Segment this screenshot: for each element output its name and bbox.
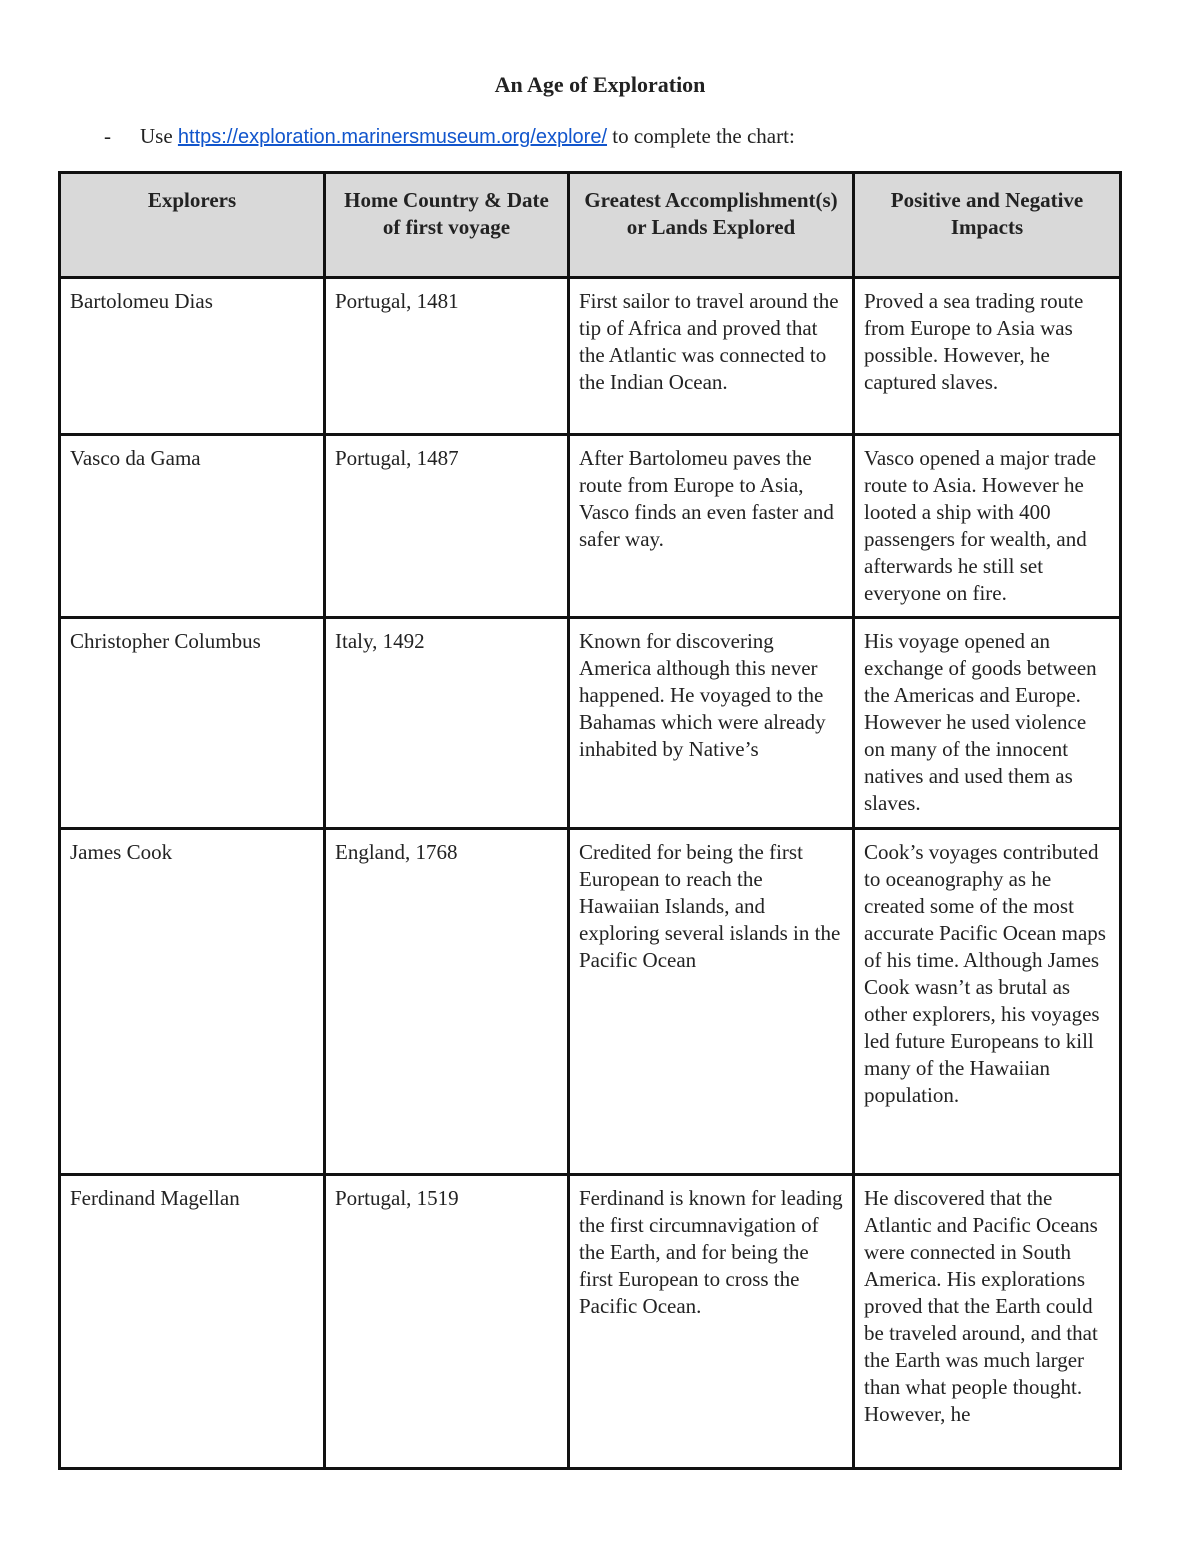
accomplishment-cell: First sailor to travel around the tip of Africa and proved that the Atlantic was connected to the Indian Ocean.: [569, 278, 854, 435]
explorer-cell: Bartolomeu Dias: [60, 278, 325, 435]
explorer-cell: Vasco da Gama: [60, 435, 325, 618]
impacts-cell: Proved a sea trading route from Europe to Asia was possible. However, he captured slaves.: [854, 278, 1121, 435]
impacts-cell: Vasco opened a major trade route to Asia. However he looted a ship with 400 passengers for wealth, and afterwards he still set everyone on fire.: [854, 435, 1121, 618]
header-explorers: Explorers: [60, 173, 325, 278]
explorer-cell: Ferdinand Magellan: [60, 1175, 325, 1469]
page-title: An Age of Exploration: [494, 72, 706, 97]
home-cell: Portugal, 1519: [325, 1175, 569, 1469]
home-cell: Portugal, 1487: [325, 435, 569, 618]
accomplishment-cell: Ferdinand is known for leading the first circumnavigation of the Earth, and for being the first European to cross the Pacific Ocean.: [569, 1175, 854, 1469]
home-cell: England, 1768: [325, 829, 569, 1175]
instruction-suffix: to complete the chart:: [612, 124, 795, 148]
table-row: [60, 278, 1121, 435]
accomplishment-cell: After Bartolomeu paves the route from Europe to Asia, Vasco finds an even faster and safer way.: [569, 435, 854, 618]
museum-link[interactable]: https://exploration.marinersmuseum.org/explore/: [177, 126, 608, 148]
impacts-cell: His voyage opened an exchange of goods between the Americas and Europe. However he used violence on many of the innocent natives and used them as slaves.: [854, 618, 1121, 829]
explorer-cell: James Cook: [60, 829, 325, 1175]
accomplishment-cell: Credited for being the first European to reach the Hawaiian Islands, and exploring several islands in the Pacific Ocean: [569, 829, 854, 1175]
impacts-cell: Cook’s voyages contributed to oceanography as he created some of the most accurate Pacific Ocean maps of his time. Although James Cook wasn’t as brutal as other explorers, his voyages led future Europeans to kill many of the Hawaiian population.: [854, 829, 1121, 1175]
exploration-chart: [58, 171, 1122, 1470]
accomplishment-cell: Known for discovering America although this never happened. He voyaged to the Bahamas which were already inhabited by Native’s: [569, 618, 854, 829]
table-row: [60, 618, 1121, 829]
instruction-line: [104, 124, 795, 149]
table-header-row: [60, 173, 1121, 278]
header-impacts: Positive and Negative Impacts: [854, 173, 1121, 278]
bullet-dash: -: [104, 124, 111, 148]
instruction-prefix: Use: [140, 124, 173, 148]
home-cell: Portugal, 1481: [325, 278, 569, 435]
table-row: [60, 1175, 1121, 1469]
table-row: [60, 435, 1121, 618]
table-row: [60, 829, 1121, 1175]
impacts-text: He discovered that the Atlantic and Pacific Oceans were connected in South America. His explorations proved that the Earth could be traveled around, and that the Earth was much larger than what people thought. However, he: [864, 1186, 1098, 1426]
home-cell: Italy, 1492: [325, 618, 569, 829]
header-home-country: Home Country & Date of first voyage: [325, 173, 569, 278]
explorer-cell: Christopher Columbus: [60, 618, 325, 829]
impacts-cell: [854, 1175, 1121, 1469]
header-accomplishments: Greatest Accomplishment(s) or Lands Explored: [569, 173, 854, 278]
